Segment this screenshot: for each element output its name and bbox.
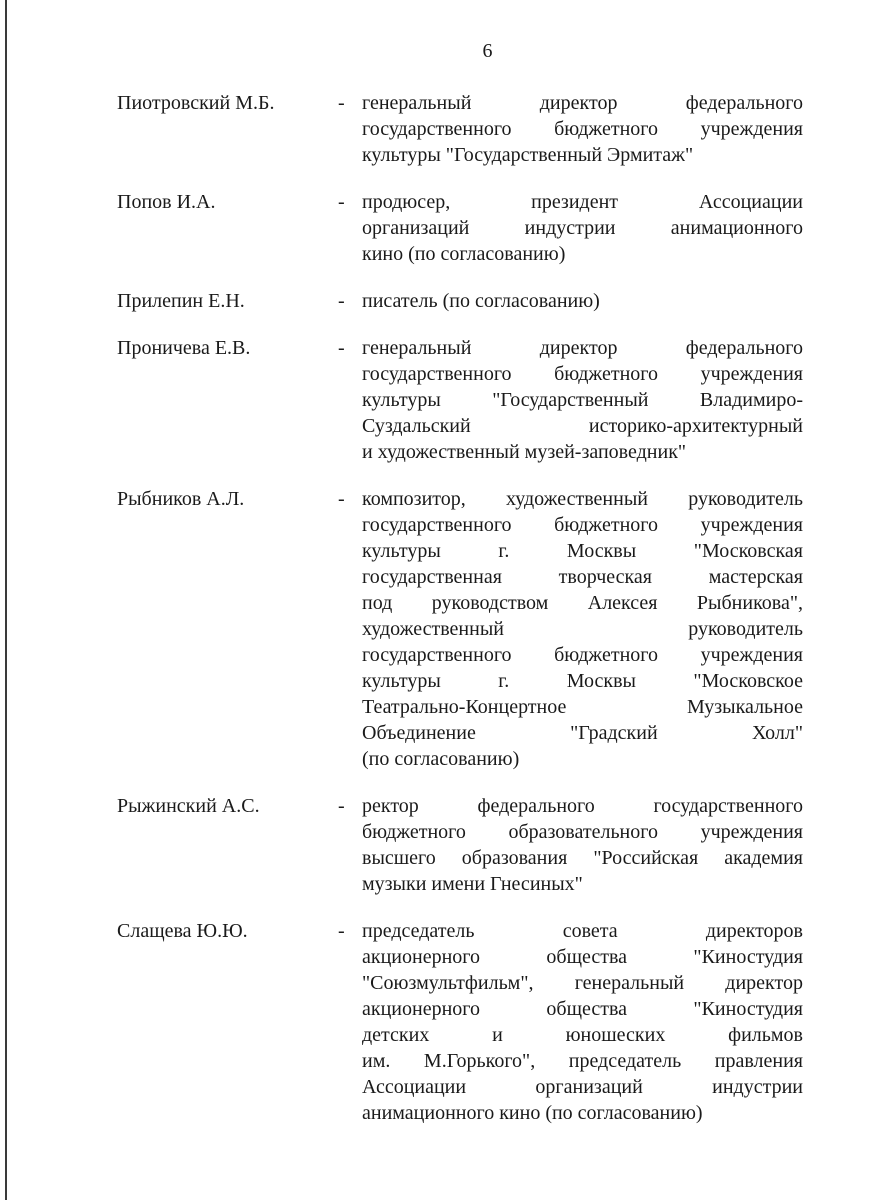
description-line: культуры г. Москвы "Московское (362, 670, 803, 692)
description-line: под руководством Алексея Рыбникова", (362, 592, 803, 614)
description-line: государственного бюджетного учреждения (362, 644, 803, 666)
description-line: им. М.Горького", председатель правления (362, 1050, 803, 1072)
description-line: Ассоциации организаций индустрии (362, 1076, 803, 1098)
description-line: генеральный директор федерального (362, 337, 803, 359)
description-line: музыки имени Гнесиных" (362, 873, 583, 895)
description-line: писатель (по согласованию) (362, 290, 600, 312)
member-separator: - (338, 191, 345, 213)
description-line: организаций индустрии анимационного (362, 217, 803, 239)
description-line: культуры "Государственный Владимиро- (362, 389, 803, 411)
description-line: председатель совета директоров (362, 920, 803, 942)
page-edge-rule (5, 0, 7, 1200)
member-name: Прилепин Е.Н. (117, 290, 245, 312)
member-description (362, 918, 803, 1126)
member-list (117, 90, 803, 1147)
member-description (362, 486, 803, 772)
description-line: и художественный музей-заповедник" (362, 441, 687, 463)
description-line: художественный руководитель (362, 618, 803, 640)
page-number: 6 (482, 40, 493, 62)
description-line: Суздальский историко-архитектурный (362, 415, 803, 437)
member-description (362, 288, 803, 314)
description-line: продюсер, президент Ассоциации (362, 191, 803, 213)
member-name: Рыжинский А.С. (117, 795, 260, 817)
member-name: Рыбников А.Л. (117, 488, 245, 510)
member-entry (117, 335, 803, 465)
member-name: Проничева Е.В. (117, 337, 251, 359)
description-line: акционерного общества "Киностудия (362, 946, 803, 968)
description-line: государственная творческая мастерская (362, 566, 803, 588)
member-name: Пиотровский М.Б. (117, 92, 275, 114)
description-line: Объединение "Градский Холл" (362, 722, 803, 744)
member-description (362, 335, 803, 465)
description-line: кино (по согласованию) (362, 243, 566, 265)
member-description (362, 793, 803, 897)
description-line: "Союзмультфильм", генеральный директор (362, 972, 803, 994)
description-line: государственного бюджетного учреждения (362, 514, 803, 536)
member-name: Попов И.А. (117, 191, 216, 213)
description-line: анимационного кино (по согласованию) (362, 1102, 703, 1124)
description-line: акционерного общества "Киностудия (362, 998, 803, 1020)
member-entry (117, 793, 803, 897)
description-line: государственного бюджетного учреждения (362, 118, 803, 140)
member-separator: - (338, 488, 345, 510)
member-entry (117, 918, 803, 1126)
description-line: (по согласованию) (362, 748, 520, 770)
member-entry (117, 189, 803, 267)
member-description (362, 90, 803, 168)
member-separator: - (338, 92, 345, 114)
description-line: ректор федерального государственного (362, 795, 803, 817)
description-line: композитор, художественный руководитель (362, 488, 803, 510)
description-line: культуры г. Москвы "Московская (362, 540, 803, 562)
description-line: Театрально-Концертное Музыкальное (362, 696, 803, 718)
member-name: Слащева Ю.Ю. (117, 920, 248, 942)
member-entry (117, 90, 803, 168)
description-line: государственного бюджетного учреждения (362, 363, 803, 385)
member-separator: - (338, 337, 345, 359)
description-line: культуры "Государственный Эрмитаж" (362, 144, 694, 166)
member-separator: - (338, 290, 345, 312)
member-separator: - (338, 795, 345, 817)
member-description (362, 189, 803, 267)
description-line: генеральный директор федерального (362, 92, 803, 114)
member-entry (117, 486, 803, 772)
description-line: высшего образования "Российская академия (362, 847, 803, 869)
description-line: бюджетного образовательного учреждения (362, 821, 803, 843)
description-line: детских и юношеских фильмов (362, 1024, 803, 1046)
member-entry (117, 288, 803, 314)
member-separator: - (338, 920, 345, 942)
